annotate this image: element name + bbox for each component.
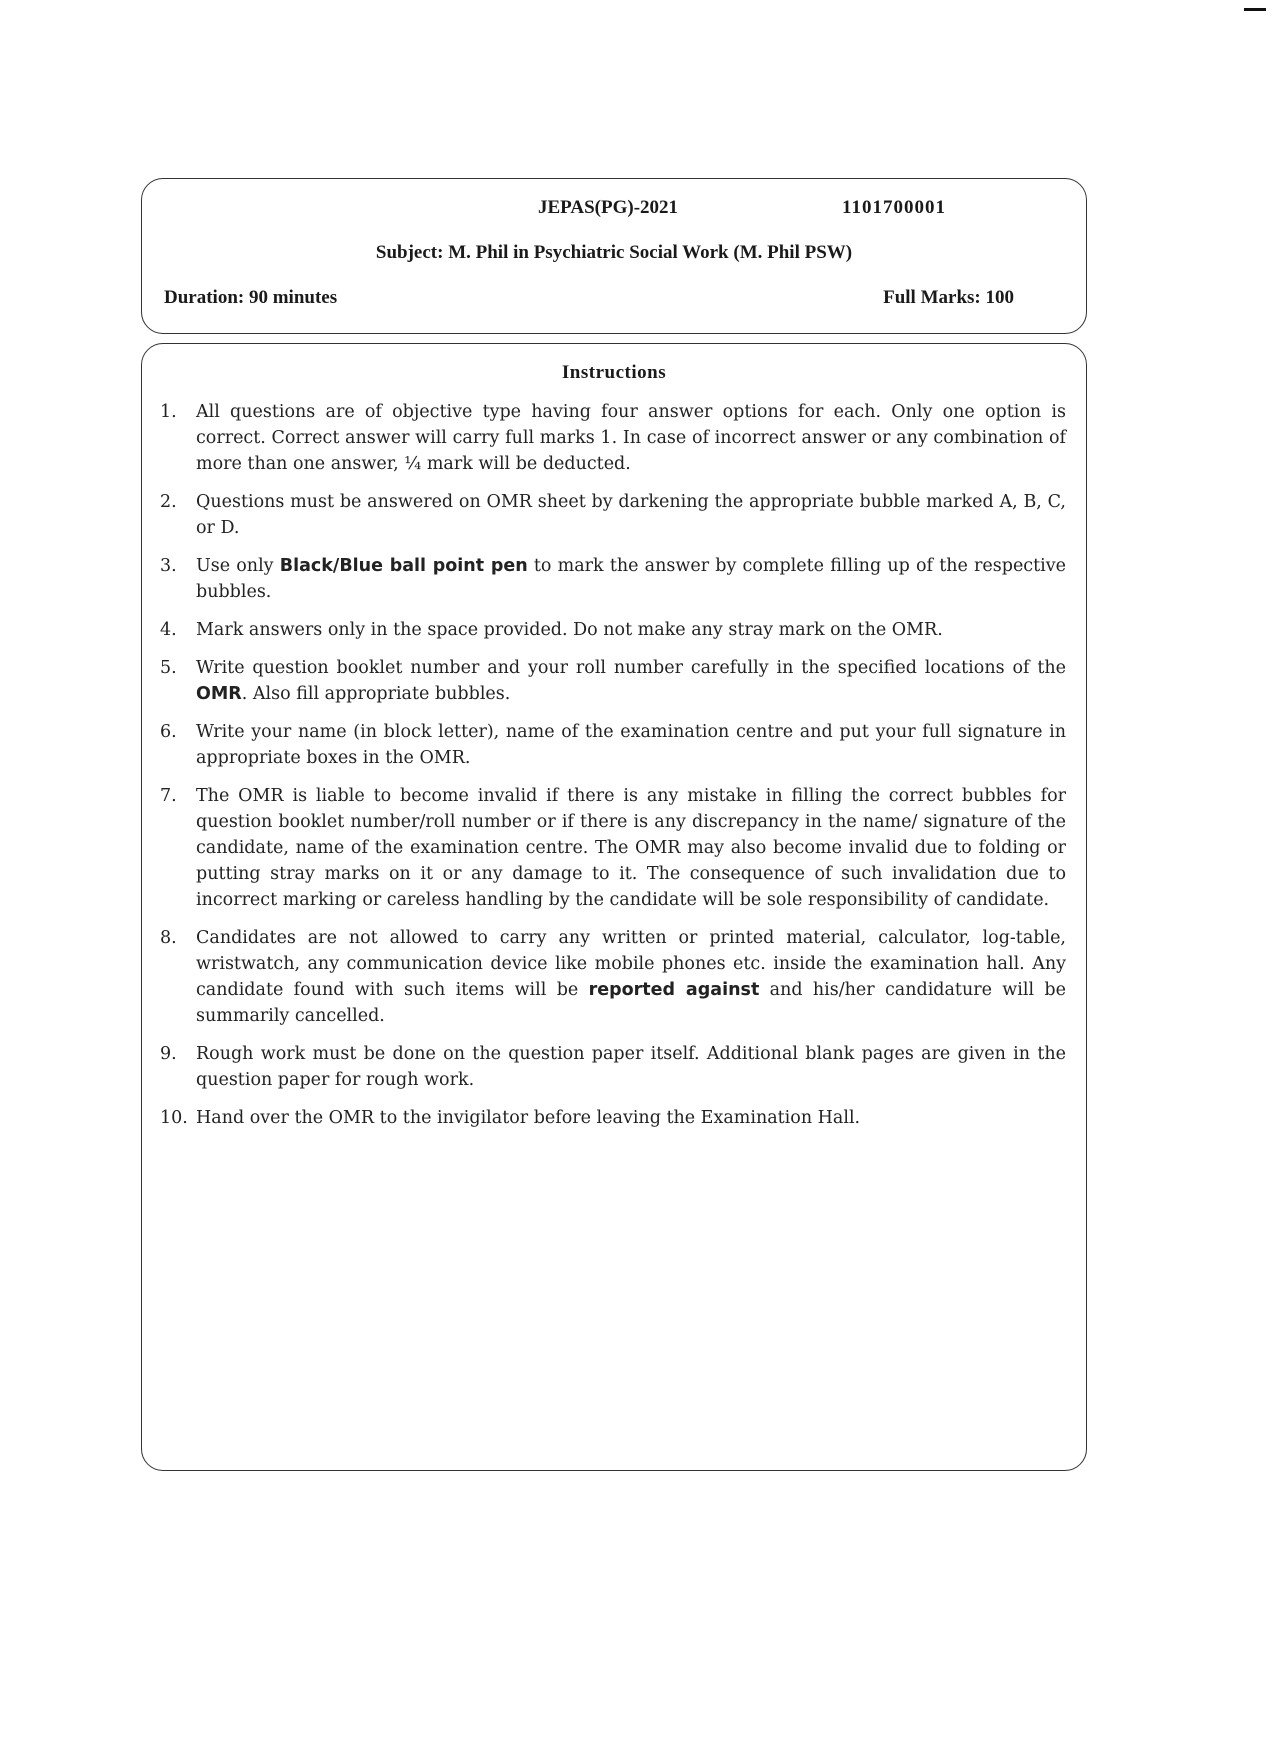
instruction-number: 4. [160,620,177,640]
exam-duration: Duration: 90 minutes [164,287,338,308]
instruction-text [196,925,1066,1029]
instruction-item [160,489,1066,541]
instruction-item [160,553,1066,605]
full-marks: Full Marks: 100 [883,287,1014,308]
instruction-number: 10. [160,1108,188,1128]
instruction-number: 3. [160,556,177,576]
instruction-item [160,1041,1066,1093]
instructions-panel [141,343,1087,1471]
instruction-emphasis: OMR [196,684,242,704]
instruction-text-part: . Also fill appropriate bubbles. [241,684,511,704]
instruction-item [160,1105,1066,1131]
instruction-text-part: Use only [196,556,280,576]
instruction-text [196,553,1066,605]
instruction-item [160,399,1066,477]
exam-code: JEPAS(PG)-2021 [538,197,679,218]
instruction-item [160,925,1066,1029]
instruction-text: Hand over the OMR to the invigilator before leaving the Examination Hall. [196,1108,861,1128]
instruction-number: 7. [160,786,177,806]
instruction-item [160,719,1066,771]
instruction-text: All questions are of objective type having four answer options for each. Only one option is correct. Correct answer will carry full marks 1. In case of incorrect answer or any combination of more than one answer, ¼ mark will be deducted. [196,402,1066,474]
instruction-text: Rough work must be done on the question paper itself. Additional blank pages are given in the question paper for rough work. [196,1044,1066,1090]
instruction-text-part: and his/her candidature will be summarily cancelled. [196,980,1066,1026]
instructions-list [160,399,1066,1143]
instructions-title: Instructions [561,362,667,383]
instruction-item [160,655,1066,707]
instruction-number: 8. [160,928,177,948]
instruction-text-part: Write question booklet number and your roll number carefully in the specified locations of the [196,658,1066,678]
instruction-number: 1. [160,402,177,422]
instruction-number: 6. [160,722,177,742]
instruction-text: Questions must be answered on OMR sheet by darkening the appropriate bubble marked A, B, C, or D. [196,492,1066,538]
instruction-emphasis: Black/Blue ball point pen [279,556,528,576]
booklet-number: 1101700001 [842,197,946,218]
instruction-text-part: Candidates are not allowed to carry any written or printed material, calculator, log-table, wristwatch, any communication device like mobile phones etc. inside the examination hall. Any candidate found with such items will be [196,928,1066,1000]
instruction-text: The OMR is liable to become invalid if there is any mistake in filling the correct bubbles for question booklet number/roll number or if there is any discrepancy in the name/ signature of the candidate, name of the examination centre. The OMR may also become invalid due to folding or putting stray marks on it or any damage to it. The consequence of such invalidation due to incorrect marking or careless handling by the candidate will be sole responsibility of candidate. [196,786,1066,910]
instruction-item [160,617,1066,643]
instruction-text [196,655,1066,707]
instruction-emphasis: reported against [588,980,760,1000]
corner-mark [1244,8,1266,11]
instruction-text: Mark answers only in the space provided. Do not make any stray mark on the OMR. [196,620,943,640]
instruction-text: Write your name (in block letter), name of the examination centre and put your full signature in appropriate boxes in the OMR. [196,722,1066,768]
instruction-item [160,783,1066,913]
instruction-number: 2. [160,492,177,512]
exam-header [141,178,1087,334]
instruction-number: 5. [160,658,177,678]
instruction-number: 9. [160,1044,177,1064]
exam-subject: Subject: M. Phil in Psychiatric Social Work (M. Phil PSW) [375,242,853,263]
instruction-text-part: to mark the answer by complete filling up of the respective bubbles. [196,556,1066,602]
